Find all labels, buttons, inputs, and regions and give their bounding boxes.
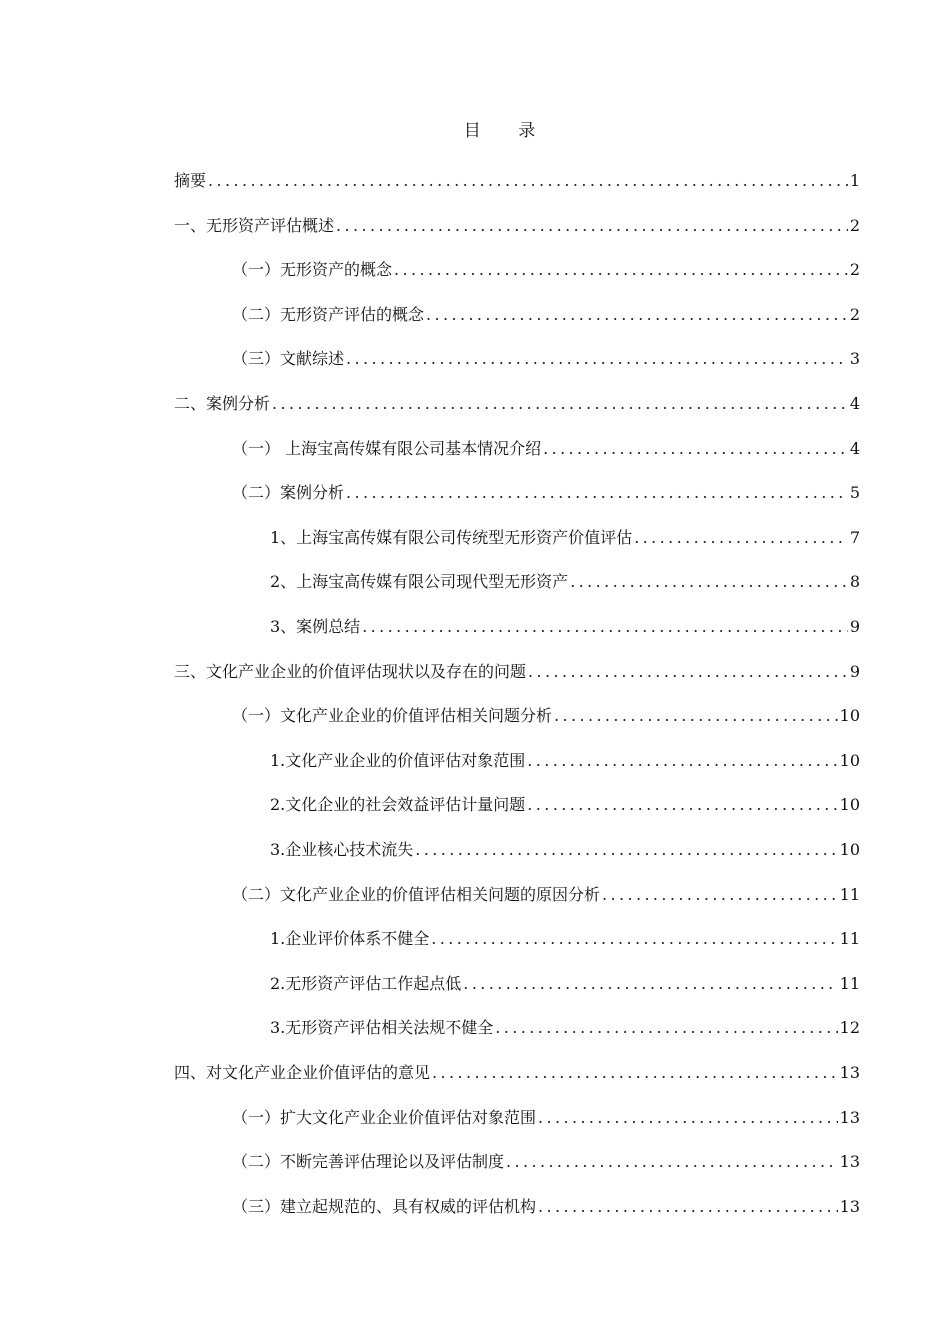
toc-entry-page: 4 [849,438,860,458]
toc-entry[interactable] [232,346,860,372]
toc-entry[interactable] [270,569,860,595]
toc-leader-dots [346,480,848,506]
toc-leader-dots [394,257,848,283]
toc-entry-page: 10 [839,840,860,859]
toc-leader-dots [463,971,837,997]
toc-entry[interactable] [174,1060,860,1086]
toc-leader-dots [208,168,848,194]
toc-entry-label: 3、案例总结 [270,617,361,636]
toc-leader-dots [543,436,848,462]
toc-entry-label: 一、无形资产评估概述 [174,215,335,235]
toc-leader-dots [362,614,848,640]
toc-entry[interactable] [270,614,860,640]
toc-leader-dots [570,569,848,595]
toc-entry-label: （一）无形资产的概念 [232,260,393,280]
toc-entry-label: 2.文化企业的社会效益评估计量问题 [270,795,526,815]
toc-leader-dots [346,346,848,372]
toc-entry-page: 5 [849,483,860,503]
toc-entry-label: 三、文化产业企业的价值评估现状以及存在的问题 [174,661,527,681]
toc-leader-dots [634,525,848,551]
toc-entry-page: 12 [839,1018,860,1038]
toc-entry[interactable] [232,1105,860,1131]
toc-entry[interactable] [174,168,860,194]
toc-entry-label: 2.无形资产评估工作起点低 [270,973,462,993]
toc-entry-page: 10 [839,795,860,815]
toc-leader-dots [336,213,848,239]
toc-entry-label: 3.无形资产评估相关法规不健全 [270,1018,494,1038]
toc-entry-page: 11 [839,884,860,904]
toc-leader-dots [527,792,837,818]
toc-title: 目 录 [463,121,552,141]
toc-leader-dots [432,1060,838,1086]
toc-entry[interactable] [174,391,860,417]
toc-entry-page: 13 [839,1152,860,1172]
toc-entry-page: 13 [839,1107,860,1127]
toc-entry-page: 10 [839,706,860,726]
toc-entry[interactable] [270,926,860,952]
toc-entry[interactable] [270,792,860,818]
toc-entry-label: （二）无形资产评估的概念 [232,304,425,324]
toc-entry[interactable] [270,971,860,997]
toc-entry[interactable] [270,1015,860,1041]
toc-entry-label: （三）文献综述 [232,349,345,369]
toc-entry-label: 2、上海宝高传媒有限公司现代型无形资产 [270,572,569,592]
toc-entry-label: 四、对文化产业企业价值评估的意见 [174,1063,431,1082]
toc-entry[interactable] [270,748,860,774]
toc-entry-label: 3.企业核心技术流失 [270,840,414,859]
toc-entry-page: 3 [849,349,860,369]
toc-entry-label: （一）文化产业企业的价值评估相关问题分析 [232,706,553,726]
toc-entry[interactable] [232,703,860,729]
toc-leader-dots [554,703,838,729]
toc-entry-page: 7 [849,527,860,547]
toc-entry-page: 9 [849,617,860,636]
toc-entry-label: （三）建立起规范的、具有权威的评估机构 [232,1196,537,1216]
toc-entry-label: 摘要 [174,171,207,190]
toc-entry-label: 1.文化产业企业的价值评估对象范围 [270,750,526,770]
toc-leader-dots [272,391,848,417]
toc-entry-page: 9 [849,661,860,681]
toc-entry-page: 4 [849,394,860,413]
toc-entry-page: 8 [849,572,860,592]
toc-entry-label: 二、案例分析 [174,394,271,413]
toc-entry-label: （一）扩大文化产业企业价值评估对象范围 [232,1107,537,1127]
toc-leader-dots [538,1105,838,1131]
toc-leader-dots [426,302,848,328]
toc-entry-label: （一） 上海宝高传媒有限公司基本情况介绍 [232,438,542,458]
toc-entry[interactable] [232,302,860,328]
toc-leader-dots [538,1194,838,1220]
toc-leader-dots [528,659,848,685]
toc-leader-dots [602,882,838,908]
toc-entry-page: 13 [839,1063,860,1082]
toc-entry[interactable] [232,882,860,908]
toc-entry-page: 11 [839,973,860,993]
toc-entry-page: 11 [839,929,860,949]
toc-entry[interactable] [232,1194,860,1220]
toc-entry[interactable] [174,213,860,239]
toc-leader-dots [415,837,837,863]
toc-entry[interactable] [232,436,860,462]
toc-entry-page: 2 [849,304,860,324]
toc-entry-page: 2 [849,215,860,235]
toc-entry-label: 1.企业评价体系不健全 [270,929,430,949]
toc-entry[interactable] [232,480,860,506]
toc-leader-dots [527,748,837,774]
toc-leader-dots [506,1149,838,1175]
toc-entry-page: 10 [839,750,860,770]
toc-entry-label: 1、上海宝高传媒有限公司传统型无形资产价值评估 [270,527,633,547]
toc-entry-page: 1 [849,171,860,190]
toc-entry[interactable] [270,837,860,863]
toc-entry-page: 13 [839,1196,860,1216]
toc-entry-label: （二）不断完善评估理论以及评估制度 [232,1152,505,1172]
toc-entry-page: 2 [849,260,860,280]
toc-leader-dots [495,1015,837,1041]
toc-entry[interactable] [174,659,860,685]
toc-entry[interactable] [232,257,860,283]
toc-entry[interactable] [232,1149,860,1175]
toc-leader-dots [431,926,837,952]
toc-entry-label: （二）案例分析 [232,483,345,503]
toc-entry[interactable] [270,525,860,551]
toc-entry-label: （二）文化产业企业的价值评估相关问题的原因分析 [232,884,601,904]
